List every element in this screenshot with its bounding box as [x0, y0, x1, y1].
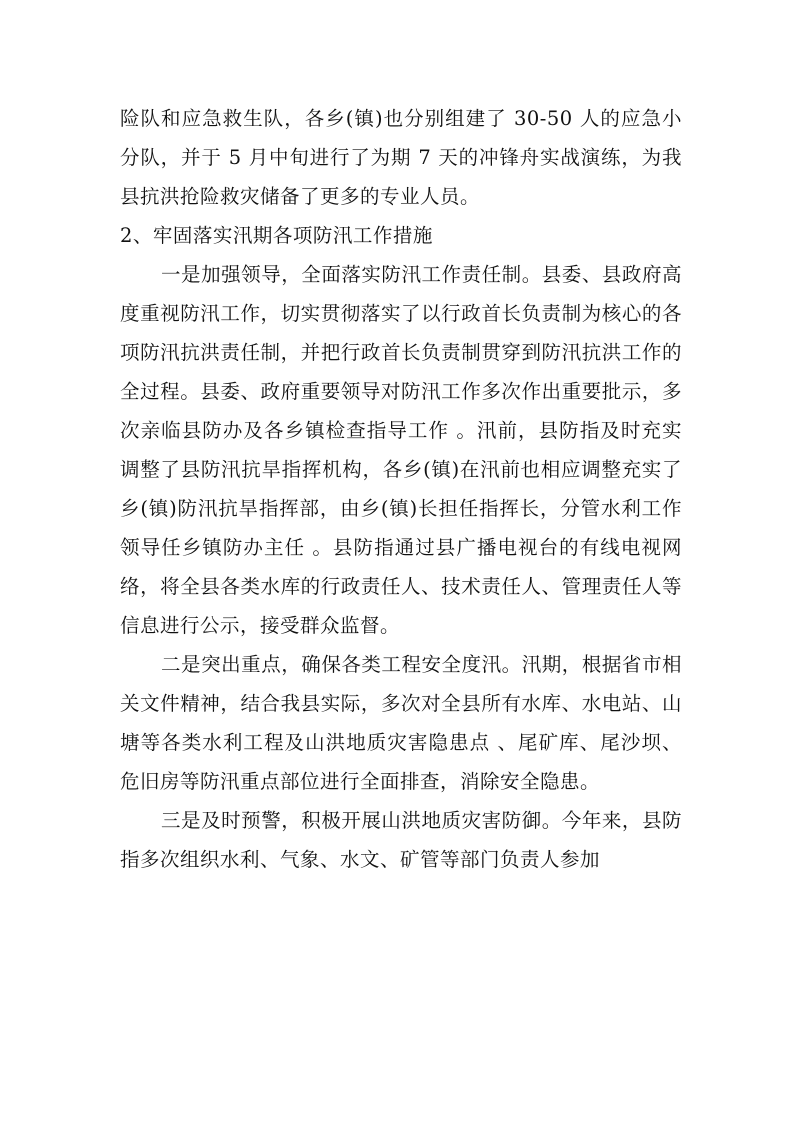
paragraph-rescue-teams: 险队和应急救生队，各乡(镇)也分别组建了 30-50 人的应急小分队，并于 5 月中旬进行了为期 7 天的冲锋舟实战演练，为我县抗洪抢险救灾储备了更多的专业人员。 [120, 107, 682, 208]
section-heading-flood-measures: 2、牢固落实汛期各项防汛工作措施 [120, 224, 433, 247]
document-body [120, 99, 682, 879]
paragraph-leadership: 一是加强领导，全面落实防汛工作责任制。县委、县政府高度重视防汛工作，切实贯彻落实了以行政首长负责制为核心的各项防汛抗洪责任制，并把行政首长负责制贯穿到防汛抗洪工作的全过程。县委、政府重要领导对防汛工作多次作出重要批示，多次亲临县防办及各乡镇检查指导工作 。汛前，县防指及时充实调整了县防汛抗旱指挥机构，各乡(镇)在汛前也相应调整充实了乡(镇)防汛抗旱指挥部，由乡(镇)长担任指挥长，分管水利工作领导任乡镇防办主任 。县防指通过县广播电视台的有线电视网络，将全县各类水库的行政责任人、技术责任人、管理责任人等信息进行公示，接受群众监督。 [120, 263, 682, 637]
paragraph-early-warning: 三是及时预警，积极开展山洪地质灾害防御。今年来，县防指多次组织水利、气象、水文、矿管等部门负责人参加 [120, 809, 682, 871]
paragraph-key-projects: 二是突出重点，确保各类工程安全度汛。汛期，根据省市相关文件精神，结合我县实际，多次对全县所有水库、水电站、山塘等各类水利工程及山洪地质灾害隐患点 、尾矿库、尾沙坝、危旧房等防汛重点部位进行全面排查，消除安全隐患。 [120, 653, 682, 793]
